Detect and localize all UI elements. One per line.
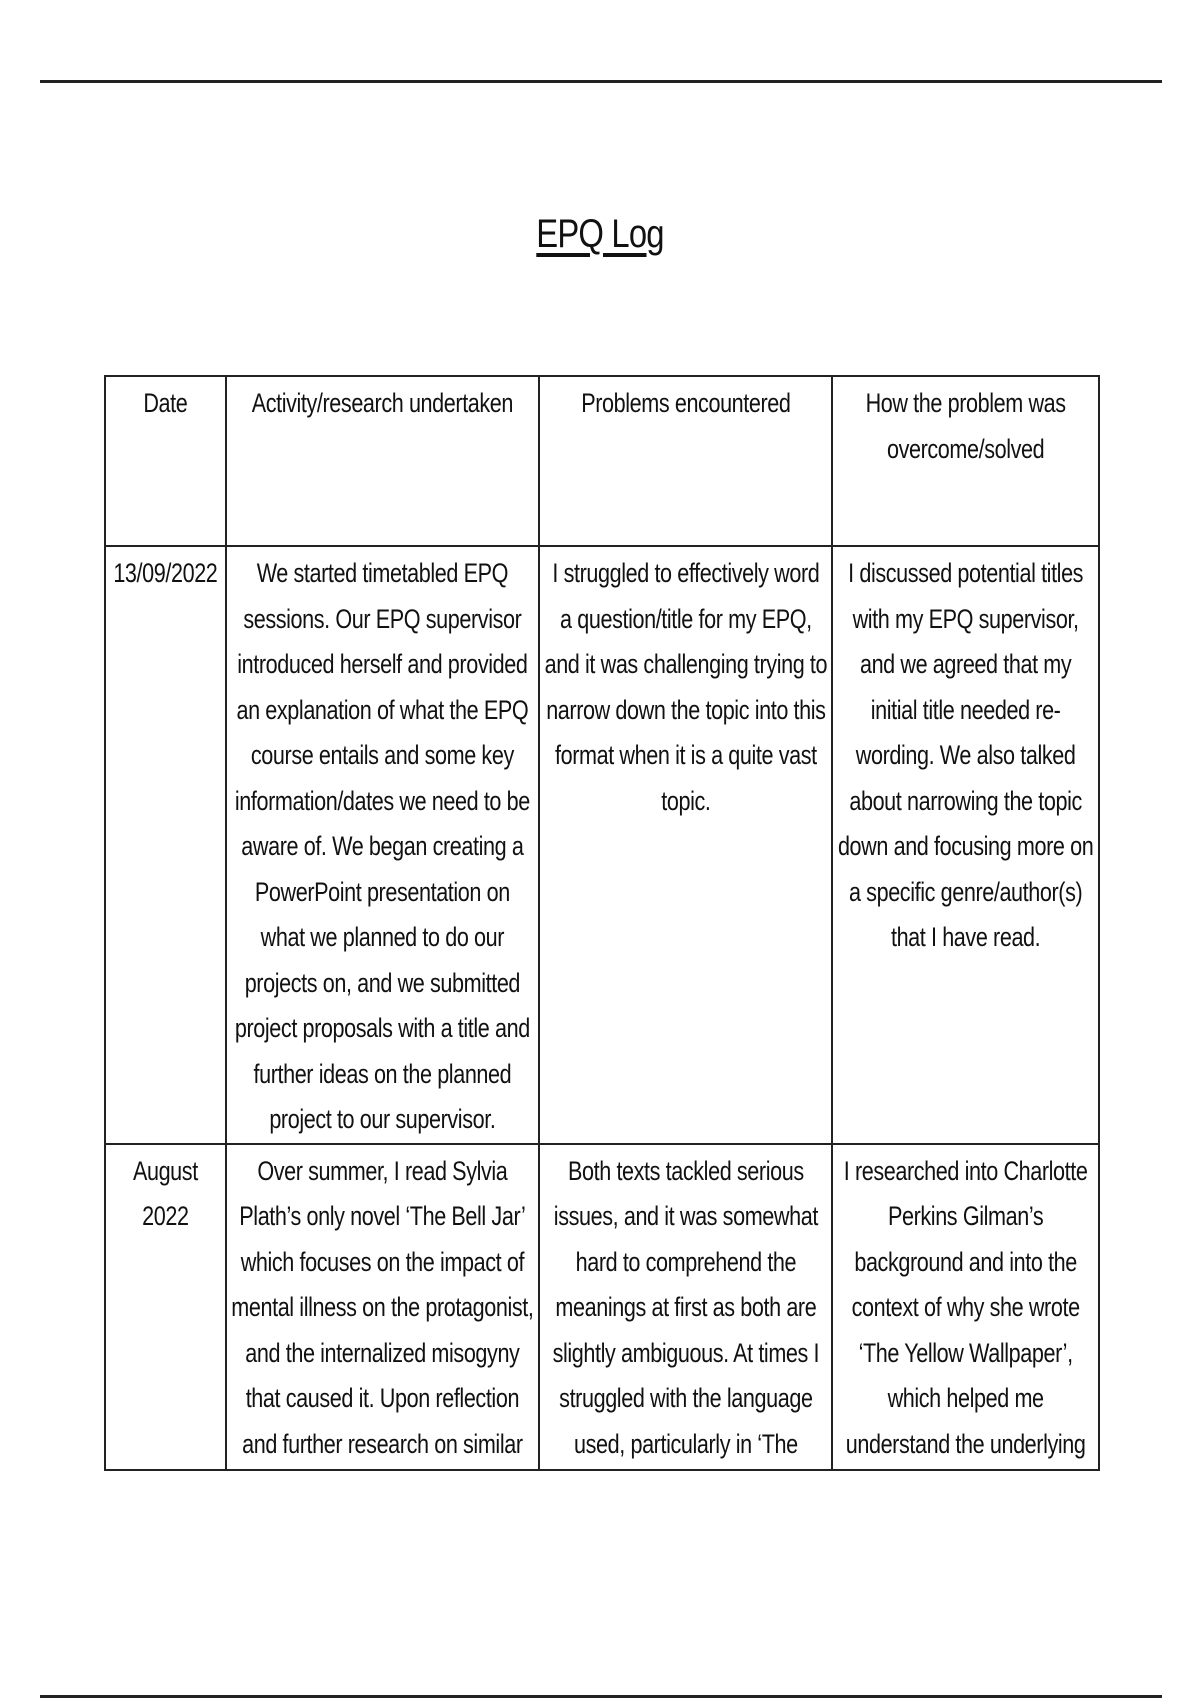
- cell-activity: We started timetabled EPQ sessions. Our EPQ supervisor introduced herself and provided an explanation of what the EPQ course entails and some key information/dates we need to be aware of. We began creating a PowerPoint presentation on what we planned to do our projects on, and we submitted project proposals with a title and further ideas on the planned project to our supervisor.: [226, 546, 539, 1144]
- column-header-solution: How the problem was overcome/solved: [832, 376, 1099, 546]
- cell-problems: I struggled to effectively word a question/title for my EPQ, and it was challenging trying to narrow down the topic into this format when it is a quite vast topic.: [539, 546, 832, 1144]
- cell-solution: I researched into Charlotte Perkins Gilman’s background and into the context of why she wrote ‘The Yellow Wallpaper’, which helped me understand the underlying: [832, 1144, 1099, 1470]
- column-header-problems: Problems encountered: [539, 376, 832, 546]
- cell-problems: Both texts tackled serious issues, and it was somewhat hard to comprehend the meanings at first as both are slightly ambiguous. At times I struggled with the language used, particularly in ‘The: [539, 1144, 832, 1470]
- table-row: [105, 1144, 1099, 1470]
- cell-activity: Over summer, I read Sylvia Plath’s only novel ‘The Bell Jar’ which focuses on the impact of mental illness on the protagonist, and the internalized misogyny that caused it. Upon reflection and further research on similar: [226, 1144, 539, 1470]
- table-row: [105, 546, 1099, 1144]
- header-rule: [40, 80, 1162, 83]
- cell-date: 13/09/2022: [105, 546, 226, 1144]
- table-header-row: [105, 376, 1099, 546]
- cell-solution: I discussed potential titles with my EPQ supervisor, and we agreed that my initial title needed re-wording. We also talked about narrowing the topic down and focusing more on a specific genre/author(s) that I have read.: [832, 546, 1099, 1144]
- epq-log-table: [104, 375, 1100, 1471]
- footer-rule: [40, 1695, 1162, 1698]
- column-header-date: Date: [105, 376, 226, 546]
- page-title: EPQ Log: [536, 212, 664, 256]
- cell-date: August 2022: [105, 1144, 226, 1470]
- column-header-activity: Activity/research undertaken: [226, 376, 539, 546]
